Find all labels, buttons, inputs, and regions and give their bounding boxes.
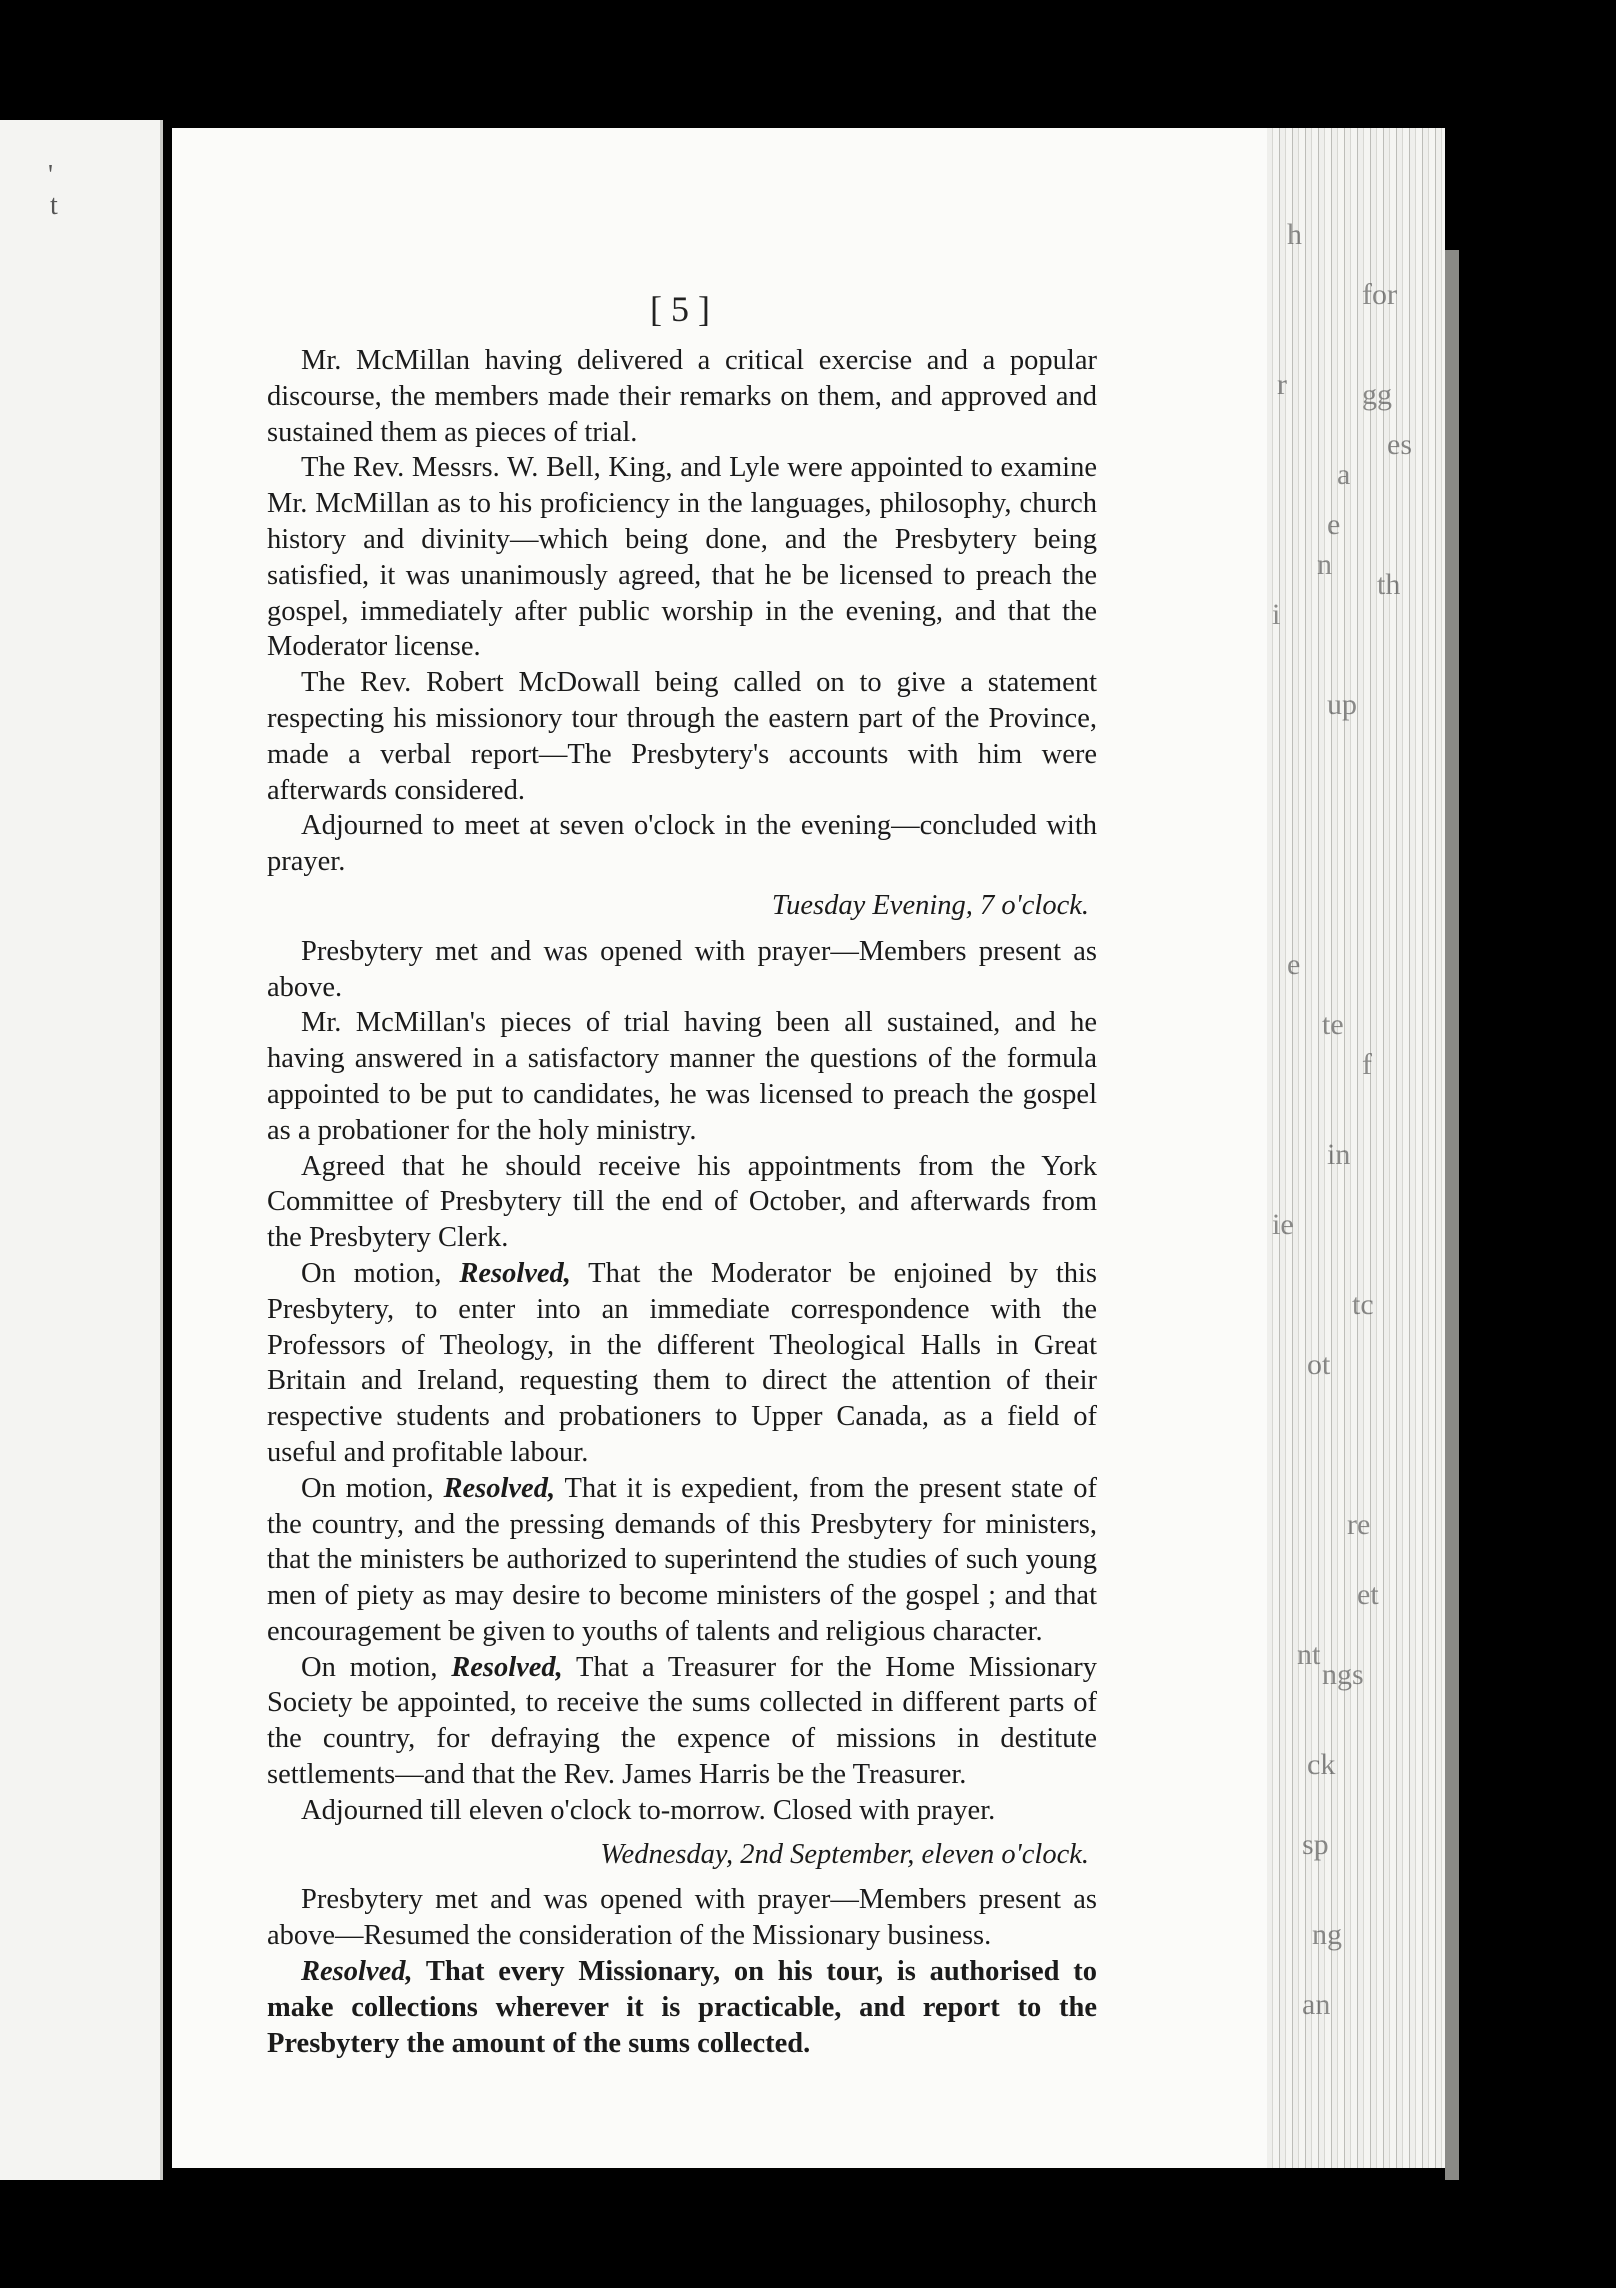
edge-text-fragment: for xyxy=(1362,278,1397,311)
edge-text-fragment: in xyxy=(1327,1138,1351,1171)
edge-text-fragment: r xyxy=(1277,368,1287,401)
minutes-paragraph: Presbytery met and was opened with prayer—Members present as above. xyxy=(267,935,1097,1003)
edge-text-fragment: e xyxy=(1327,508,1341,541)
edge-text-fragment: ot xyxy=(1307,1348,1331,1381)
edge-text-fragment: i xyxy=(1272,598,1281,631)
resolution-lead: On motion, xyxy=(301,1651,452,1683)
session-heading: Wednesday, 2nd September, eleven o'clock. xyxy=(600,1838,1089,1870)
edge-text-fragment: n xyxy=(1317,548,1332,581)
document-page xyxy=(172,128,1267,2168)
resolution-text: That every Missionary, on his tour, is authorised to make collections wherever it is practicable, and report to the Presbytery the amount of the sums collected. xyxy=(267,1956,1097,2059)
resolution-paragraph xyxy=(267,1471,1097,1650)
edge-text-fragment: ie xyxy=(1272,1208,1294,1241)
edge-text-fragment: an xyxy=(1302,1988,1331,2021)
resolution-lead: On motion, xyxy=(301,1472,444,1504)
resolution-lead: On motion, xyxy=(301,1257,460,1289)
resolution-paragraph xyxy=(267,1650,1097,1793)
edge-text-fragment: ngs xyxy=(1322,1658,1364,1691)
resolution-paragraph xyxy=(267,1256,1097,1471)
minutes-paragraph: Adjourned to meet at seven o'clock in the evening—concluded with prayer. xyxy=(267,810,1097,878)
minutes-paragraph: The Rev. Robert McDowall being called on to give a statement respecting his missionory tour through the eastern part of the Province, made a verbal report—The Presbytery's accounts with him were afterwards considered. xyxy=(267,667,1097,806)
minutes-paragraph: Mr. McMillan having delivered a critical exercise and a popular discourse, the members made their remarks on them, and approved and sustained them as pieces of trial. xyxy=(267,345,1097,448)
left-page-edge xyxy=(0,120,163,2180)
page-body-text xyxy=(267,343,1097,2061)
edge-text-fragment: e xyxy=(1287,948,1301,981)
edge-text-fragment: up xyxy=(1327,688,1357,721)
minutes-paragraph: Agreed that he should receive his appointments from the York Committee of Presbytery till the end of October, and afterwards from the Presbytery Clerk. xyxy=(267,1150,1097,1254)
resolved-word: Resolved, xyxy=(451,1651,563,1683)
edge-text-fragment: ng xyxy=(1312,1918,1342,1951)
resolved-word: Resolved, xyxy=(301,1956,413,1988)
resolution-text: That the Moderator be enjoined by this Presbytery, to enter into an immediate correspondence with the Professors of Theology, in the different Theological Halls in Great Britain and Ireland, requesting them to direct the attention of their respective students and probationers to Upper Canada, as a field of useful and profitable labour. xyxy=(267,1257,1097,1468)
session-heading: Tuesday Evening, 7 o'clock. xyxy=(771,889,1089,921)
edge-text-fragment: sp xyxy=(1302,1828,1329,1861)
binding-shadow xyxy=(1445,250,1459,2180)
edge-text-fragment: tc xyxy=(1352,1288,1374,1321)
edge-text-fragment: th xyxy=(1377,568,1401,601)
edge-text-fragment: ck xyxy=(1307,1748,1336,1781)
resolved-word: Resolved, xyxy=(459,1257,571,1289)
left-page-mark: t xyxy=(50,190,58,221)
page-stack-edge xyxy=(1267,128,1445,2168)
edge-text-fragment: es xyxy=(1387,428,1412,461)
edge-text-fragment: te xyxy=(1322,1008,1344,1041)
resolution-text: That a Treasurer for the Home Missionary Society be appointed, to receive the sums collected in different parts of the country, for defraying the expence of missions in destitute settlements—and that the Rev. James Harris be the Treasurer. xyxy=(267,1651,1098,1791)
minutes-paragraph: Presbytery met and was opened with prayer—Members present as above—Resumed the consideration of the Missionary business. xyxy=(267,1884,1097,1952)
edge-text-fragment: et xyxy=(1357,1578,1379,1611)
page-number: [ 5 ] xyxy=(650,289,710,329)
minutes-paragraph: The Rev. Messrs. W. Bell, King, and Lyle were appointed to examine Mr. McMillan as to his proficiency in the languages, philosophy, church history and divinity—which being done, and the Presbytery being satisfied, it was unanimously agreed, that he be licensed to preach the gospel, immediately after public worship in the evening, and that the Moderator license. xyxy=(267,452,1097,663)
edge-text-fragment: f xyxy=(1362,1048,1372,1081)
edge-text-fragment: h xyxy=(1287,218,1302,251)
minutes-paragraph: Adjourned till eleven o'clock to-morrow. Closed with prayer. xyxy=(301,1794,996,1826)
resolved-word: Resolved, xyxy=(443,1472,556,1504)
minutes-paragraph: Mr. McMillan's pieces of trial having been all sustained, and he having answered in a satisfactory manner the questions of the formula appointed to be put to candidates, he was licensed to preach the gospel as a probationer for the holy ministry. xyxy=(267,1007,1097,1146)
edge-text-fragment: a xyxy=(1337,458,1351,491)
resolution-paragraph xyxy=(267,1954,1097,2061)
edge-text-fragment: nt xyxy=(1297,1638,1321,1671)
edge-text-fragment: re xyxy=(1347,1508,1371,1541)
left-page-mark: ' xyxy=(48,160,54,191)
edge-text-fragment: gg xyxy=(1362,378,1392,411)
resolution-text: That it is expedient, from the present state of the country, and the pressing demands of this Presbytery for ministers, that the ministers be authorized to superintend the studies of such young men of piety as may desire to become ministers of the gospel ; and that encouragement be given to youths of talents and religious character. xyxy=(267,1472,1097,1647)
